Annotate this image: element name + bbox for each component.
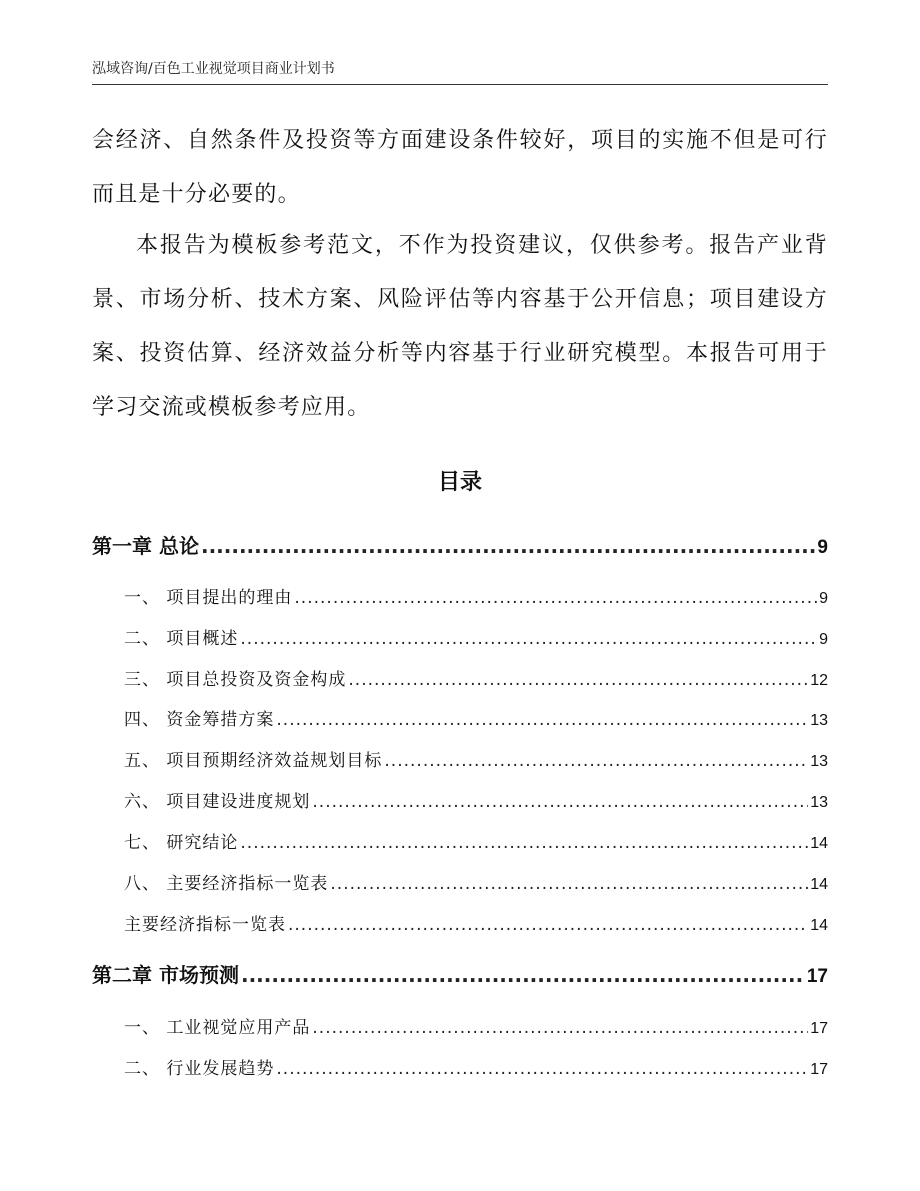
header-divider — [92, 84, 828, 85]
toc-entry-page: 17 — [806, 966, 828, 987]
toc-leader-dots — [294, 588, 817, 608]
toc-entry-page: 9 — [819, 590, 828, 607]
toc-entry-label: 一、 工业视觉应用产品 — [124, 1018, 311, 1038]
body-paragraph-2: 本报告为模板参考范文，不作为投资建议，仅供参考。报告产业背景、市场分析、技术方案、风险评估等内容基于公开信息；项目建设方案、投资估算、经济效益分析等内容基于行业研究模型。本报告可用于学习交流或模板参考应用。 — [92, 233, 828, 420]
toc-leader-dots — [201, 534, 815, 558]
toc-entry-label: 主要经济指标一览表 — [124, 915, 286, 935]
toc-entry-page: 17 — [810, 1020, 828, 1037]
toc-entry-page: 14 — [810, 835, 828, 852]
toc-leader-dots — [384, 751, 808, 771]
toc-leader-dots — [276, 710, 808, 730]
toc-entry-label: 六、 项目建设进度规划 — [124, 792, 311, 812]
toc-entry-page: 17 — [810, 1061, 828, 1078]
toc-entry-section[interactable] — [92, 746, 828, 771]
toc-entry-label: 八、 主要经济指标一览表 — [124, 874, 329, 894]
toc-entry-chapter-1[interactable] — [92, 530, 828, 559]
toc-entry-label: 七、 研究结论 — [124, 833, 239, 853]
body-paragraph-1: 会经济、自然条件及投资等方面建设条件较好，项目的实施不但是可行而且是十分必要的。 — [92, 128, 828, 207]
toc-entry-page: 12 — [810, 672, 828, 689]
toc-entry-page: 14 — [810, 876, 828, 893]
toc-entry-section[interactable] — [92, 583, 828, 608]
toc-entry-table[interactable] — [92, 910, 828, 935]
toc-entry-label: 第一章 总论 — [92, 534, 199, 558]
toc-entry-section[interactable] — [92, 1054, 828, 1079]
toc-entry-page: 13 — [810, 712, 828, 729]
toc-leader-dots — [288, 915, 808, 935]
toc-leader-dots — [330, 874, 808, 894]
toc-entry-section[interactable] — [92, 624, 828, 649]
toc-leader-dots — [240, 833, 808, 853]
toc-entry-page: 13 — [810, 753, 828, 770]
toc-leader-dots — [312, 1018, 808, 1038]
toc-entry-label: 五、 项目预期经济效益规划目标 — [124, 751, 383, 771]
toc-leader-dots — [312, 792, 808, 812]
toc-entry-label: 二、 行业发展趋势 — [124, 1059, 275, 1079]
running-header: 泓域咨询/百色工业视觉项目商业计划书 — [92, 61, 335, 77]
toc-entry-section[interactable] — [92, 869, 828, 894]
toc-leader-dots — [241, 963, 805, 987]
toc-entry-page: 9 — [817, 537, 828, 558]
toc-leader-dots — [276, 1059, 808, 1079]
toc-entry-label: 三、 项目总投资及资金构成 — [124, 670, 347, 690]
toc-entry-label: 一、 项目提出的理由 — [124, 588, 293, 608]
toc-entry-section[interactable] — [92, 705, 828, 730]
toc-title: 目录 — [437, 470, 482, 495]
toc-leader-dots — [240, 629, 817, 649]
toc-entry-section[interactable] — [92, 787, 828, 812]
toc-entry-label: 第二章 市场预测 — [92, 963, 239, 987]
toc-leader-dots — [348, 670, 808, 690]
toc-entry-section[interactable] — [92, 828, 828, 853]
toc-entry-label: 四、 资金筹措方案 — [124, 710, 275, 730]
toc-entry-section[interactable] — [92, 1013, 828, 1038]
toc-entry-page: 13 — [810, 794, 828, 811]
toc-entry-label: 二、 项目概述 — [124, 629, 239, 649]
toc-entry-chapter-2[interactable] — [92, 959, 828, 988]
toc-entry-section[interactable] — [92, 665, 828, 690]
toc-entry-page: 9 — [819, 631, 828, 648]
toc-entry-page: 14 — [810, 917, 828, 934]
